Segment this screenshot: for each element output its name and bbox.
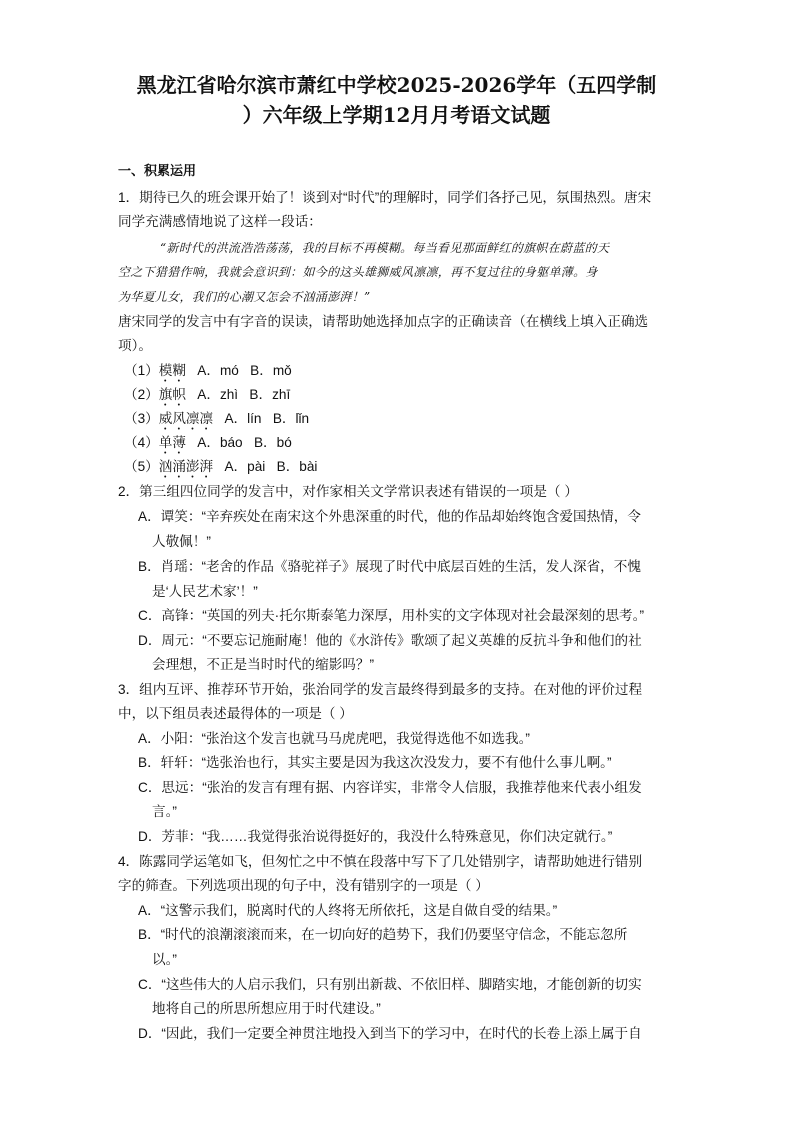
q2-option-d-line-1: D．周元：“不要忘记施耐庵！他的《水浒传》歌颂了起义英雄的反抗斗争和他们的社 (138, 633, 642, 648)
q2-option-a-line-1: A．谭笑：“辛弃疾处在南宋这个外患深重的时代，他的作品却始终饱含爱国热情，令 (138, 509, 641, 524)
q1-item-1 (124, 361, 292, 385)
q3-option-c-line-1: C．思远：“张治的发言有理有据、内容详实，非常令人信服，我推荐他来代表小组发 (138, 780, 642, 795)
q4-stem-line-1: 4．陈露同学运笔如飞，但匆忙之中不慎在段落中写下了几处错别字，请帮助她进行错别 (118, 854, 643, 869)
option-a: A．mó (197, 363, 239, 378)
q1-instruction-line-2: 项）。 (118, 338, 152, 353)
item-number: （4） (124, 435, 159, 450)
option-b: B．zhī (249, 387, 291, 402)
q2-option-b-line-2: 是‘人民艺术家’！” (152, 584, 258, 599)
q1-item-5 (124, 457, 317, 481)
q2-option-b-line-1: B．肖瑶：“老舍的作品《骆驼祥子》展现了时代中底层百姓的生活，发人深省，不愧 (138, 559, 641, 574)
q4-stem-line-2: 字的筛查。下列选项出现的句子中，没有错别字的一项是（ ） (118, 878, 489, 893)
option-b: B．lǐn (272, 411, 310, 426)
q1-instruction-line-1: 唐宋同学的发言中有字音的误读，请帮助她选择加点字的正确读音（在横线上填入正确选 (118, 314, 649, 329)
item-number: （2） (124, 387, 159, 402)
q1-item-4 (124, 433, 292, 457)
q1-quote-line-1: “新时代的洪流浩浩荡荡，我的目标不再模糊。每当看见那面鲜红的旗帜在蔚蓝的天 (160, 241, 610, 255)
q4-option-c-line-1: C．“这些伟大的人启示我们，只有别出新裁、不依旧样、脚踏实地，才能创新的切实 (138, 977, 642, 992)
q1-stem-line-2: 同学充满感情地说了这样一段话： (118, 214, 322, 229)
q3-stem-line-1: 3．组内互评、推荐环节开始，张治同学的发言最终得到最多的支持。在对他的评价过程 (118, 682, 643, 697)
q4-option-b-line-1: B．“时代的浪潮滚滚而来，在一切向好的趋势下，我们仍要坚守信念，不能忘忽所 (138, 927, 628, 942)
option-b: B．mǒ (250, 363, 292, 378)
q1-quote-line-2: 空之下猎猎作响，我就会意识到：如今的这头雄狮威风凛凛，再不复过往的身躯单薄。身 (118, 265, 598, 279)
q1-item-2 (124, 385, 290, 409)
item-word: 威风凛凛 (158, 411, 214, 426)
q4-option-b-line-2: 以。” (152, 952, 177, 967)
section-heading: 一、积累运用 (118, 163, 197, 178)
option-a: A．zhì (197, 387, 239, 402)
q2-stem: 2．第三组四位同学的发言中，对作家相关文学常识表述有错误的一项是（ ） (118, 484, 578, 499)
q2-option-c-line-1: C．高锋：“英国的列夫·托尔斯泰笔力深厚，用朴实的文字体现对社会最深刻的思考。” (138, 608, 644, 623)
q4-option-c-line-2: 地将自己的所思所想应用于时代建设。” (152, 1001, 381, 1016)
q4-option-a: A．“这警示我们，脱离时代的人终将无所依托，这是自做自受的结果。” (138, 903, 558, 918)
q3-stem-line-2: 中，以下组员表述最得体的一项是（ ） (118, 706, 353, 721)
item-number: （5） (124, 459, 159, 474)
title-line-1: 黑龙江省哈尔滨市萧红中学校2025-2026学年（五四学制 (136, 73, 657, 97)
item-word: 单薄 (158, 435, 186, 450)
option-b: B．bài (276, 459, 318, 474)
option-a: A．lín (224, 411, 262, 426)
page-title (100, 70, 693, 130)
q2-option-a-line-2: 人敬佩！” (152, 534, 211, 549)
option-b: B．bó (253, 435, 292, 450)
item-word: 模糊 (158, 363, 186, 378)
q1-item-3 (124, 409, 309, 433)
title-line-2: ）六年级上学期12月月考语文试题 (242, 103, 551, 127)
q2-option-d-line-2: 会理想，不正是当时时代的缩影吗？” (152, 657, 375, 672)
q3-option-d: D．芳菲：“我……我觉得张治说得挺好的，我没什么特殊意见，你们决定就行。” (138, 829, 613, 844)
option-a: A．pài (224, 459, 266, 474)
item-word: 汹涌澎湃 (158, 459, 214, 474)
q4-option-d-line-1: D．“因此，我们一定要全神贯注地投入到当下的学习中，在时代的长卷上添上属于自 (138, 1026, 642, 1041)
q1-quote-line-3: 为华夏儿女，我们的心潮又怎会不汹涌澎湃！” (118, 290, 371, 304)
q3-option-c-line-2: 言。” (152, 804, 177, 819)
q1-stem-line-1: 1．期待已久的班会课开始了！谈到对“时代”的理解时，同学们各抒己见，氛围热烈。唐宋 (118, 190, 652, 205)
q3-option-b: B．轩轩：“选张治也行，其实主要是因为我这次没发力，要不有他什么事儿啊。” (138, 755, 612, 770)
item-number: （1） (124, 363, 159, 378)
item-word: 旗帜 (158, 387, 186, 402)
item-number: （3） (124, 411, 159, 426)
q3-option-a: A．小阳：“张治这个发言也就马马虎虎吧，我觉得选他不如选我。” (138, 731, 530, 746)
option-a: A．báo (197, 435, 243, 450)
